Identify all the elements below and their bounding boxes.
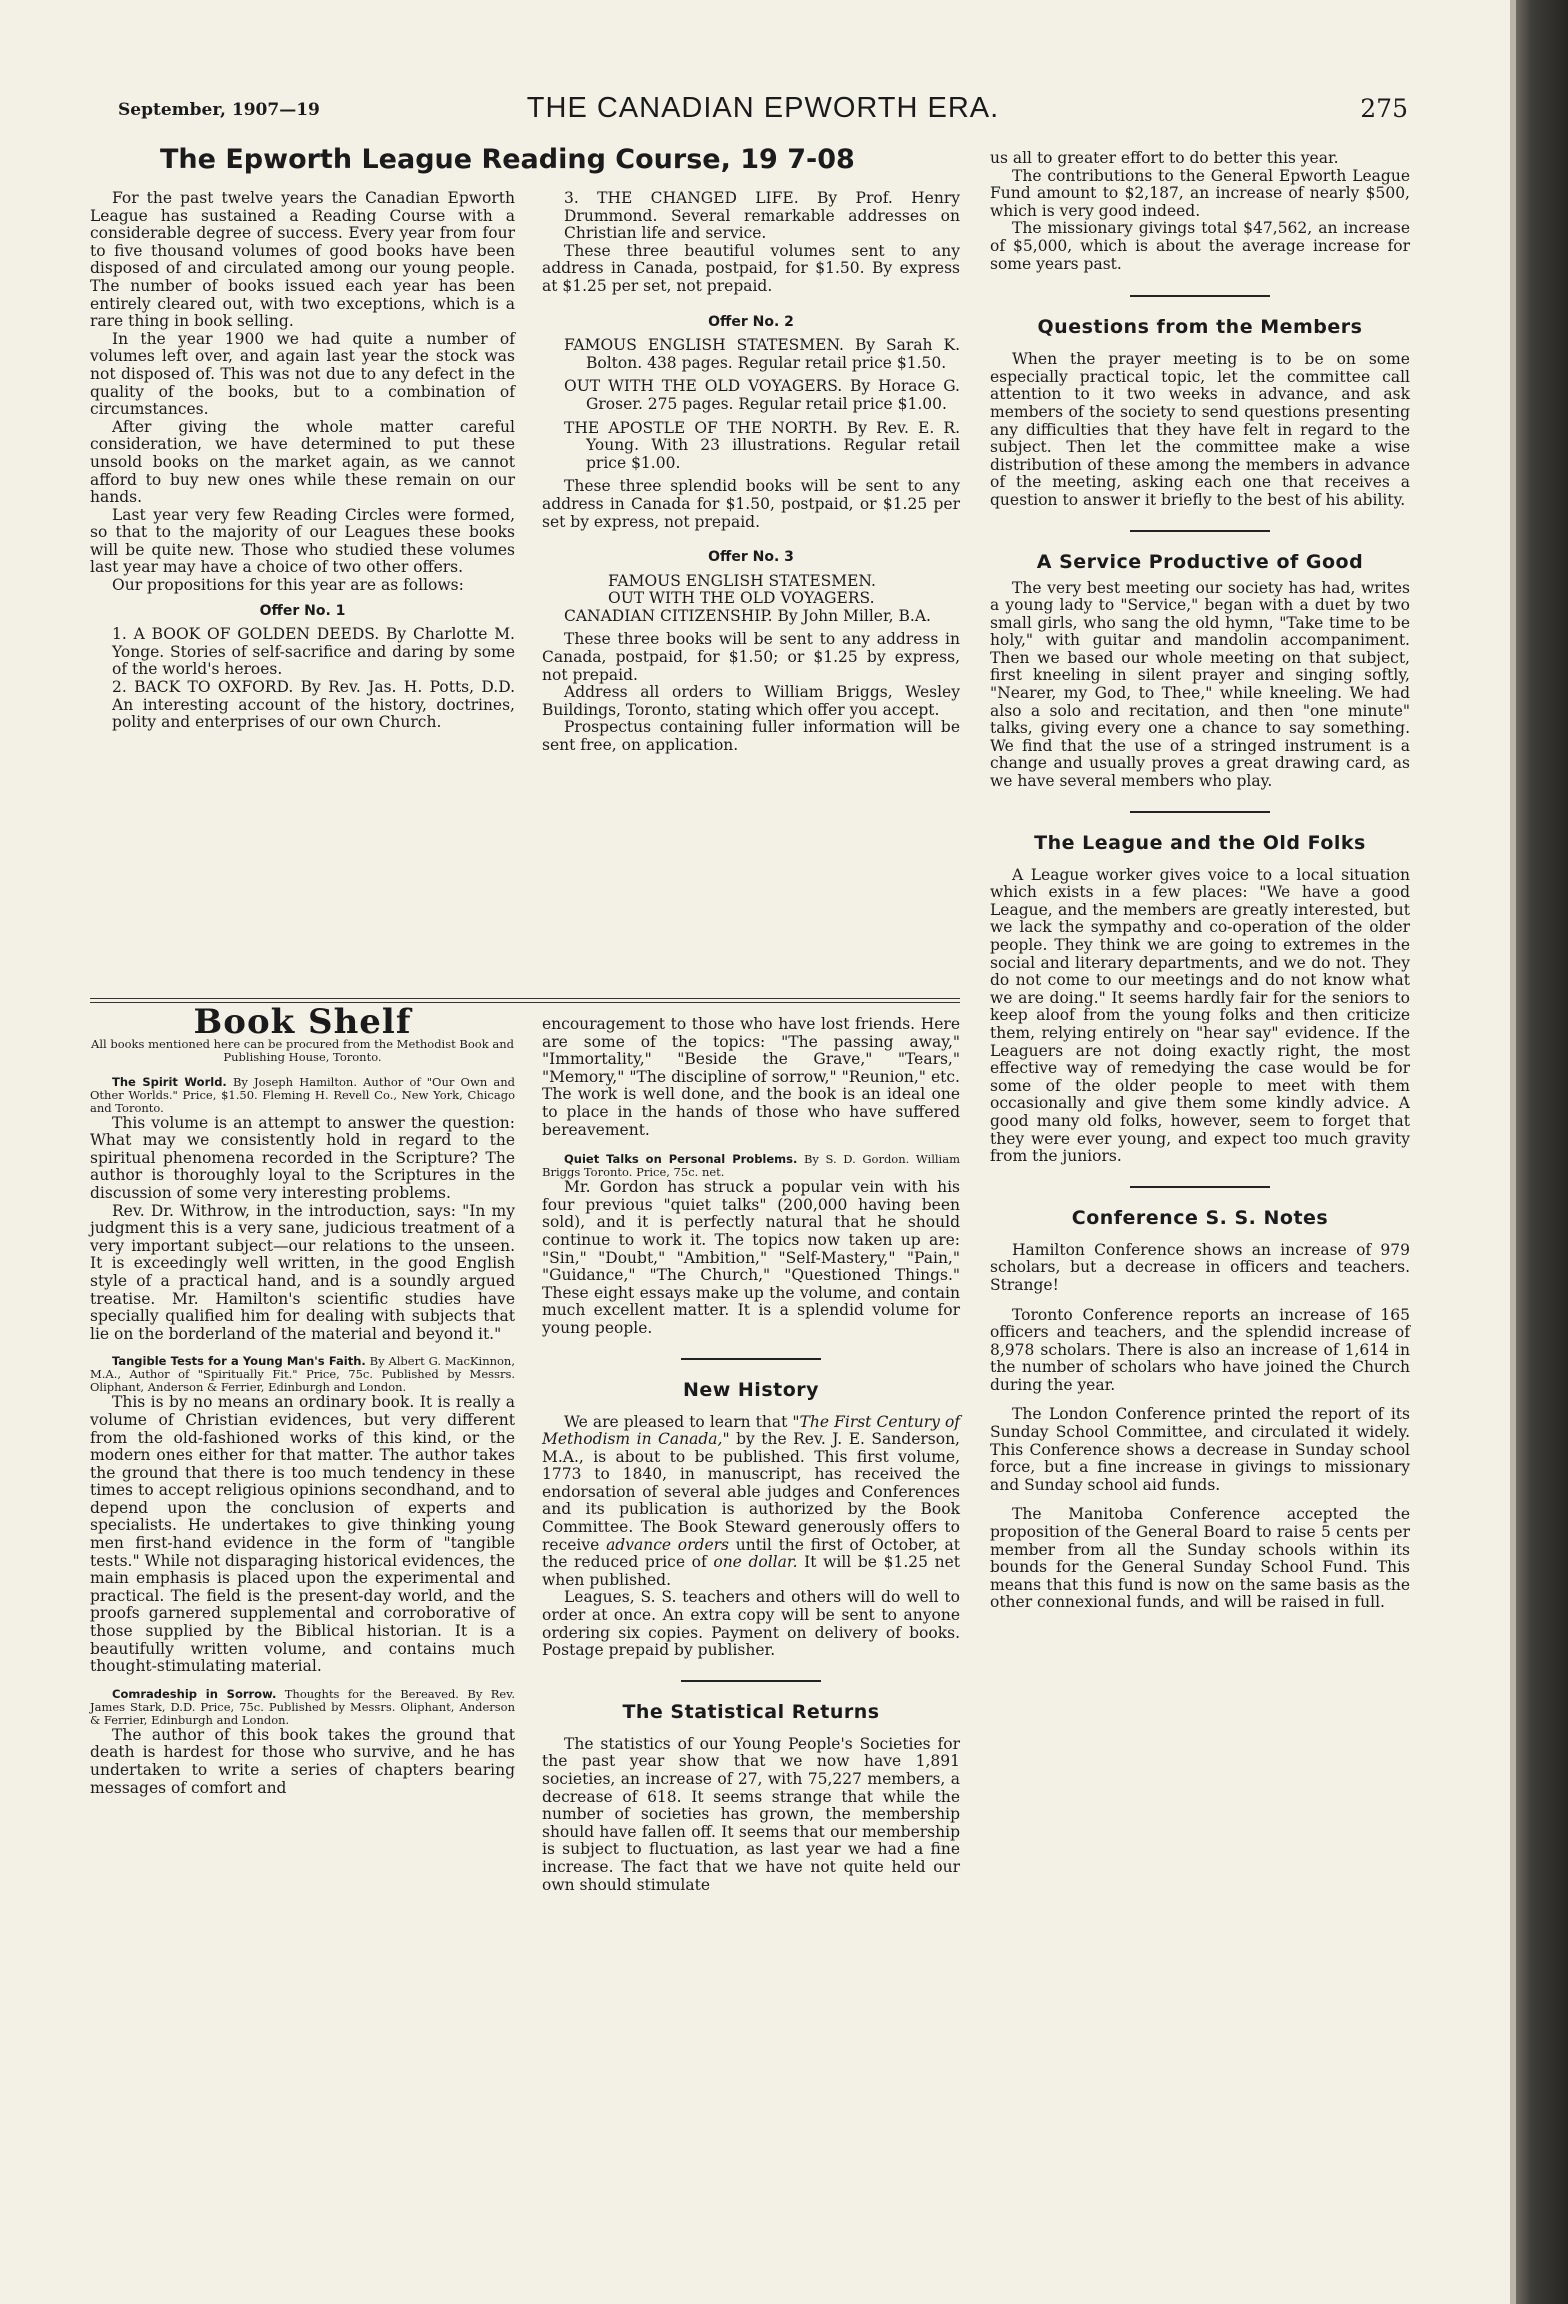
offer-book-item (542, 337, 960, 372)
italic-text: one dollar. (713, 1553, 798, 1572)
offer-book-item (542, 378, 960, 413)
paragraph: Last year very few Reading Circles were formed, so that to the majority of our Leagues these books will be quite new. Those who studied these volumes last year may have a choice of two other offers. (90, 505, 515, 577)
offer-book-item (542, 608, 960, 626)
statistical-returns-heading: The Statistical Returns (622, 1700, 880, 1723)
section-rule (1130, 295, 1270, 297)
paragraph: These three beautiful volumes sent to any address in Canada, postpaid, for $1.50. By express at $1.25 per set, not prepaid. (542, 241, 960, 295)
paragraph: The author of this book takes the ground that death is hardest for those who survive, and he has undertaken to write a series of chapters bearing messages of comfort and (90, 1725, 515, 1797)
review-meta: By S. D. Gordon. William Briggs Toronto. Price, 75c. net. (542, 1152, 960, 1180)
review-meta: Thoughts for the Bereaved. By Rev. James Stark, D.D. Price, 75c. Published by Messrs. Oliphant, Anderson & Ferrier, Edinburgh and London. (90, 1686, 516, 1727)
review-title: The Spirit World. (112, 1074, 227, 1089)
text-run: by the Rev. J. E. Sanderson, M.A., is about to be published. This first volume, 1773 to 1840, in manuscript, has received the endorsation of several able judges and Conferences and its publication is authorized by the Book Committee. The Book Steward generously offers to receive (542, 1430, 960, 1554)
paragraph: A League worker gives voice to a local situation which exists in a few places: "We have a good League, and the members are greatly interested, but we lack the sympathy and co-operation of the older people. They think we are going to extremes in the social and literary departments, and we do not. They do not come to our meetings and do not know what we are doing." It seems hardly fair for the seniors to keep aloof from the young folks and then criticize them, relying entirely on "hear say" evidence. If the Leaguers are not doing exactly right, the most effective way of remedying the case would be for some of the older people to meet with them occasionally and give them some kindly advice. A good many old folks, however, seem to forget that they were ever young, and expect too much gravity from the juniors. (990, 865, 1410, 1166)
offer-book-item (90, 679, 515, 732)
book-description: By Charlotte M. Yonge. Stories of self-sacrifice and daring by some of the world's heroes. (112, 625, 515, 679)
book-description: By Horace G. Groser. 275 pages. Regular retail price $1.00. (586, 377, 960, 413)
offer-1-heading: Offer No. 1 (259, 602, 346, 619)
review-meta: By Albert G. MacKinnon, M.A., Author of "Spiritually Fit." Price, 75c. Published by Messrs. Oliphant, Anderson & Ferrier, Edinburgh and London. (90, 1354, 515, 1395)
conference-heading: Conference S. S. Notes (1071, 1206, 1329, 1229)
book-description: By Prof. Henry Drummond. Several remarkable addresses on Christian life and service. (564, 189, 960, 243)
book-title: CANADIAN CITIZENSHIP. (564, 606, 773, 625)
offer-3-heading: Offer No. 3 (708, 549, 794, 566)
questions-heading: Questions from the Members (1037, 316, 1363, 339)
right-column (990, 150, 1410, 1612)
offer-book-item (542, 190, 960, 243)
offer-book-item (90, 626, 515, 679)
book-description: By John Miller, B.A. (777, 606, 931, 625)
book-title: OUT WITH THE OLD VOYAGERS. (564, 377, 843, 396)
paragraph: After giving the whole matter careful consideration, we have determined to put these unsold books on the market again, as we cannot afford to buy new ones while these remain on our hands. (90, 417, 515, 507)
paragraph: Our propositions for this year are as follows: (112, 576, 464, 595)
paragraph: For the past twelve years the Canadian Epworth League has sustained a Reading Course with a considerable degree of success. Every year from four to five thousand volumes of good books have been disposed of and circulated among our young people. The number of books issued each year has been entirely cleared out, with two exceptions, which is a rare thing in book selling. (90, 189, 515, 331)
book-title: FAMOUS ENGLISH STATESMEN. (564, 336, 844, 355)
book-title: 3. THE CHANGED LIFE. (564, 189, 799, 207)
offer-book-line: FAMOUS ENGLISH STATESMEN. (608, 571, 876, 590)
section-rule (1130, 1186, 1270, 1188)
review-header (90, 1076, 515, 1115)
paragraph: Toronto Conference reports an increase of 165 officers and teachers, and the splendid increase of 8,978 scholars. There is also an increase of 1,614 in the number of scholars who have joined the Church during the year. (990, 1305, 1410, 1394)
paragraph: encouragement to those who have lost friends. Here are some of the topics: "The passing away," "Immortality," "Beside the Grave," "Tears," "Memory," "The discipline of sorrow," "Reunion," etc. The work is well done, and the book is an ideal one to place in the hands of those who have suffered bereavement. (542, 1015, 960, 1139)
page-number: 275 (1360, 94, 1408, 123)
book-description: By Rev. E. R. Young. With 23 illustrations. Regular retail price $1.00. (586, 418, 960, 472)
header-date: September, 1907—19 (118, 100, 320, 120)
paragraph: Hamilton Conference shows an increase of 979 scholars, but a decrease in officers and teachers. Strange! (990, 1240, 1410, 1294)
service-heading: A Service Productive of Good (1036, 550, 1364, 573)
section-rule (681, 1680, 821, 1682)
main-article-title: The Epworth League Reading Course, 19 7-08 (160, 144, 855, 175)
paragraph: These three splendid books will be sent to any address in Canada for $1.50, postpaid, or $1.25 per set by express, not prepaid. (542, 477, 960, 531)
paragraph: The London Conference printed the report of its Sunday School Committee, and circulated it widely. This Conference shows a decrease in Sunday school force, but a fine increase in givings to missionary and Sunday school aid funds. (990, 1405, 1410, 1494)
book-description: By Rev. Jas. H. Potts, D.D. An interesting account of the history, doctrines, polity and enterprises of our own Church. (112, 678, 515, 732)
paragraph: Leagues, S. S. teachers and others will do well to order at once. An extra copy will be sent to anyone ordering six copies. Payment on delivery of books. Postage prepaid by publisher. (542, 1588, 960, 1660)
paragraph: This volume is an attempt to answer the question: What may we consistently hold in regard to the spiritual phenomena recorded in the Scripture? The author is thoroughly loyal to the Scriptures in the discussion of some very interesting problems. (90, 1113, 515, 1202)
book-shelf-column-2 (542, 1016, 960, 1894)
book-title: 1. A BOOK OF GOLDEN DEEDS. (112, 625, 380, 644)
book-title-italic: "The First Century of Methodism in Canada," (542, 1412, 961, 1449)
offer-book-item (542, 420, 960, 473)
offer-2-heading: Offer No. 2 (708, 313, 794, 330)
review-header (90, 1355, 515, 1394)
publication-title: THE CANADIAN EPWORTH ERA. (526, 92, 1000, 124)
book-shelf-heading: Book Shelf (193, 1002, 412, 1042)
running-header (118, 92, 1408, 132)
text-run: until the first of October, at the reduced price of (542, 1535, 961, 1572)
paragraph: Rev. Dr. Withrow, in the introduction, says: "In my judgment this is a very sane, judicious treatment of a very important subject—our relations to the unseen. It is exceedingly well written, in the good English style of a practical hand, and is a soundly argued treatise. Mr. Hamilton's scientific studies have specially qualified him for dealing with subjects that lie on the borderland of the material and beyond it." (90, 1201, 515, 1343)
italic-text: advance orders (606, 1535, 729, 1554)
book-shelf-note: All books mentioned here can be procured from the Methodist Book and Publishing House, Toronto. (91, 1036, 514, 1064)
paragraph: This is by no means an ordinary book. It is really a volume of Christian evidences, but very different from the old-fashioned works of this kind, or the modern ones either for that matter. The author takes the ground that there is too much tendency in these times to accept religious opinions secondhand, and to depend upon the conclusion of experts and specialists. He undertakes to give thinking young men first-hand evidence in the form of "tangible tests." While not disparaging historical evidences, the main emphasis is placed upon the experimental and practical. The field is the present-day world, and the proofs garnered supplemental and corroborative of those supplied by the Biblical historian. It is a beautifully written volume, and contains much thought-stimulating material. (90, 1393, 515, 1676)
paragraph (542, 1414, 960, 1590)
review-meta: By Joseph Hamilton. Author of "Our Own and Other Worlds." Price, $1.50. Fleming H. Revell Co., New York, Chicago and Toronto. (90, 1074, 516, 1115)
book-spine-edge (1516, 0, 1568, 2304)
paragraph: The contributions to the General Epworth League Fund amount to $2,187, an increase of nearly $500, which is very good indeed. (990, 166, 1410, 220)
paragraph: The missionary givings total $47,562, an increase of $5,000, which is about the average increase for some years past. (990, 219, 1410, 273)
paragraph: These three books will be sent to any address in Canada, postpaid, for $1.50; or $1.25 by express, not prepaid. (542, 630, 960, 684)
paragraph: When the prayer meeting is to be on some especially practical topic, let the committee call attention to it two weeks in advance, and ask members of the society to send questions presenting any difficulties that they have felt in regard to the subject. Then let the committee make a wise distribution of these among the members in advance of the meeting, asking each one that receives a question to answer it briefly to the best of his ability. (990, 350, 1410, 509)
book-title: THE APOSTLE OF THE NORTH. (564, 418, 838, 437)
paragraph: The statistics of our Young People's Societies for the past year show that we now have 1,891 societies, an increase of 27, with 75,227 members, a decrease of 618. It seems strange that while the number of societies has grown, the membership should have fallen off. It seems that our membership is subject to fluctuation, as last year we had a fine increase. The fact that we have not quite held our own should stimulate (542, 1734, 960, 1894)
offer-book-line: OUT WITH THE OLD VOYAGERS. (608, 589, 875, 608)
review-title: Tangible Tests for a Young Man's Faith. (112, 1354, 366, 1369)
reading-course-column-1 (90, 190, 515, 732)
text-run: We are pleased to learn that (564, 1412, 793, 1431)
review-title: Comradeship in Sorrow. (112, 1686, 277, 1701)
old-folks-heading: The League and the Old Folks (1034, 831, 1366, 854)
paragraph: Prospectus containing fuller information will be sent free, on application. (542, 718, 960, 755)
section-rule (1130, 530, 1270, 532)
section-rule (681, 1358, 821, 1360)
text-run: It will be $1.25 net when published. (542, 1553, 960, 1589)
paragraph: Address all orders to William Briggs, Wesley Buildings, Toronto, stating which offer you accept. (542, 683, 960, 719)
paragraph: The Manitoba Conference accepted the proposition of the General Board to raise 5 cents per member from all the Sunday schools within its bounds for the General Sunday School Fund. This means that this fund is now on the same basis as the other connexional funds, and will be raised in full. (990, 1505, 1410, 1612)
paragraph: In the year 1900 we had quite a number of volumes left over, and again last year the stock was not disposed of. This was not due to any defect in the quality of the books, but to a combination of circumstances. (90, 329, 515, 419)
review-title: Quiet Talks on Personal Problems. (564, 1152, 798, 1167)
section-rule (1130, 811, 1270, 813)
reading-course-column-2 (542, 190, 960, 755)
book-title: 2. BACK TO OXFORD. (112, 678, 294, 697)
book-description: By Sarah K. Bolton. 438 pages. Regular retail price $1.50. (586, 336, 961, 372)
review-header (542, 1153, 960, 1179)
new-history-heading: New History (682, 1378, 820, 1401)
review-header (90, 1688, 515, 1727)
paragraph: The very best meeting our society has had, writes a young lady to "Service," began with a duet by two small girls, who sang the old hymn, "Take time to be holy," with guitar and mandolin accompaniment. Then we based our whole meeting on that subject, first kneeling in silent prayer and singing softly, "Nearer, my God, to Thee," while kneeling. We had also a solo and recitation, and then "one minute" talks, giving every one a chance to say something. We find that the use of a stringed instrument is a change and usually proves a great drawing card, as we have several members who play. (990, 578, 1410, 791)
book-shelf-column (90, 1002, 516, 1797)
paragraph: Mr. Gordon has struck a popular vein with his four previous "quiet talks" (200,000 having been sold), and it is perfectly natural that he should continue to work it. The topics now taken up are: "Sin," "Doubt," "Ambition," "Self-Mastery," "Pain," "Guidance," "The Church," "Questioned Things." These eight essays make up the volume, and contain much excellent matter. It is a splendid volume for young people. (542, 1178, 960, 1337)
paragraph: us all to greater effort to do better this year. (990, 149, 1339, 167)
